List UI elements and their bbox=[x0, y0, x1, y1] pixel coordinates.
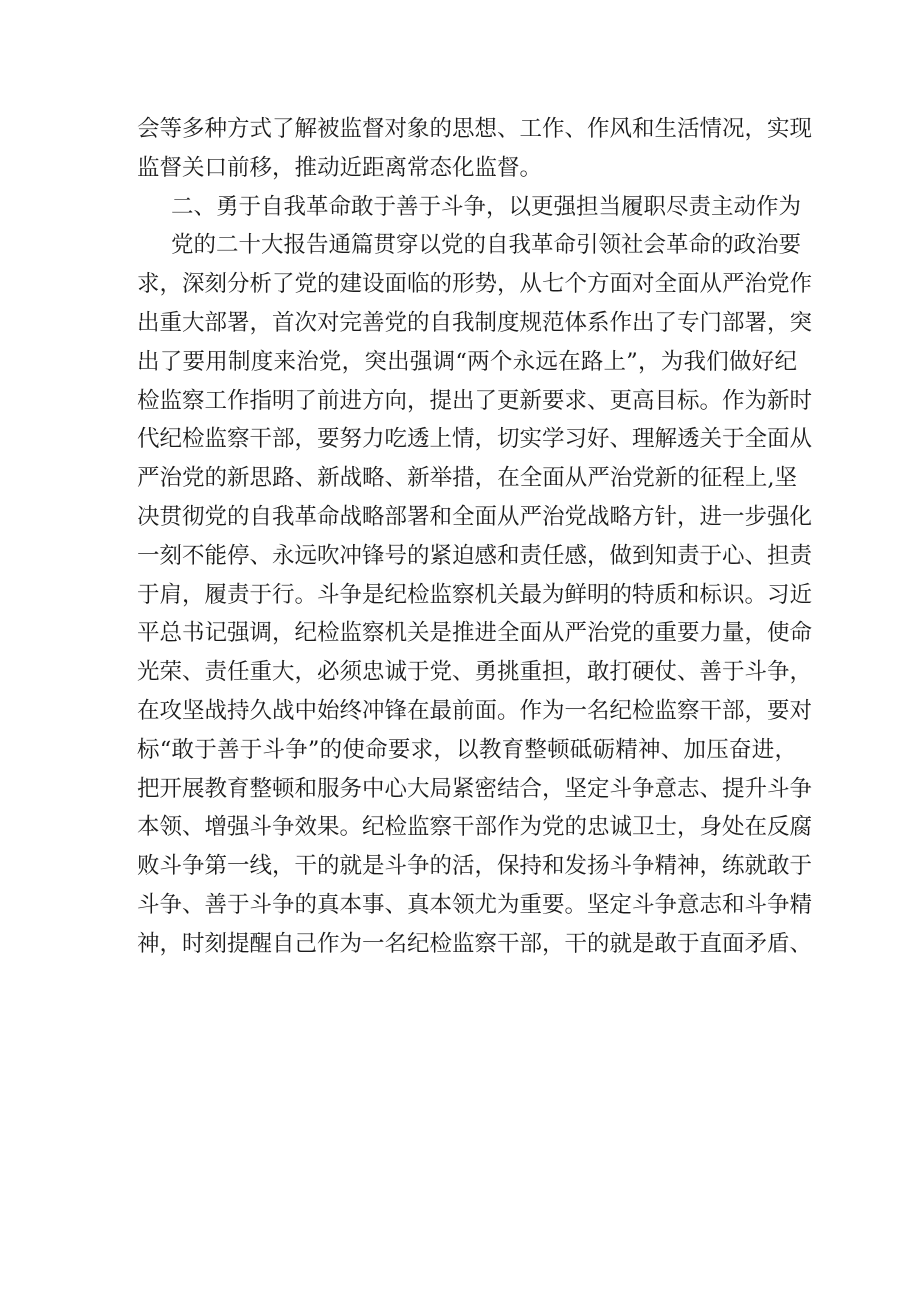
text-line: 出了要用制度来治党，突出强调“两个永远在路上”，为我们做好纪 bbox=[137, 348, 797, 375]
text-line: 党的二十大报告通篇贯穿以党的自我革命引领社会革命的政治要 bbox=[171, 232, 802, 259]
text-line: 把开展教育整顿和服务中心大局紧密结合，坚定斗争意志、提升斗争 bbox=[137, 775, 813, 802]
text-line: 于肩，履责于行。斗争是纪检监察机关最为鲜明的特质和标识。习近 bbox=[137, 581, 813, 608]
text-line: 败斗争第一线，干的就是斗争的活，保持和发扬斗争精神，练就敢于 bbox=[137, 853, 813, 880]
text-line: 斗争、善于斗争的真本事、真本领尤为重要。坚定斗争意志和斗争精 bbox=[137, 891, 813, 918]
paragraph-1 bbox=[137, 110, 813, 188]
section-heading bbox=[137, 188, 802, 227]
heading-text: 二、勇于自我革命敢于善于斗争，以更强担当履职尽责主动作为 bbox=[171, 193, 802, 220]
text-line: 会等多种方式了解被监督对象的思想、工作、作风和生活情况，实现 bbox=[137, 116, 813, 142]
text-line: 决贯彻党的自我革命战略部署和全面从严治党战略方针，进一步强化 bbox=[137, 503, 813, 530]
text-line: 平总书记强调，纪检监察机关是推进全面从严治党的重要力量，使命 bbox=[137, 620, 813, 647]
text-line: 出重大部署，首次对完善党的自我制度规范体系作出了专门部署，突 bbox=[137, 309, 813, 336]
text-line: 严治党的新思路、新战略、新举措，在全面从严治党新的征程上,坚 bbox=[137, 465, 797, 492]
text-line: 求，深刻分析了党的建设面临的形势，从七个方面对全面从严治党作 bbox=[137, 271, 813, 298]
text-line: 监督关口前移，推动近距离常态化监督。 bbox=[137, 154, 543, 181]
text-line: 本领、增强斗争效果。纪检监察干部作为党的忠诚卫士，身处在反腐 bbox=[137, 814, 813, 841]
text-line: 检监察工作指明了前进方向，提出了更新要求、更高目标。作为新时 bbox=[137, 387, 813, 414]
text-line: 在攻坚战持久战中始终冲锋在最前面。作为一名纪检监察干部，要对 bbox=[137, 697, 813, 724]
text-line: 标“敢于善于斗争”的使命要求，以教育整顿砥砺精神、加压奋进， bbox=[137, 736, 797, 763]
text-line: 代纪检监察干部，要努力吃透上情，切实学习好、理解透关于全面从 bbox=[137, 426, 813, 453]
text-line: 光荣、责任重大，必须忠诚于党、勇挑重担，敢打硬仗、善于斗争， bbox=[137, 659, 813, 686]
document-body bbox=[137, 110, 813, 964]
text-line: 一刻不能停、永远吹冲锋号的紧迫感和责任感，做到知责于心、担责 bbox=[137, 542, 813, 569]
paragraph-2 bbox=[137, 226, 813, 963]
text-line: 神，时刻提醒自己作为一名纪检监察干部，干的就是敢于直面矛盾、 bbox=[137, 930, 813, 957]
